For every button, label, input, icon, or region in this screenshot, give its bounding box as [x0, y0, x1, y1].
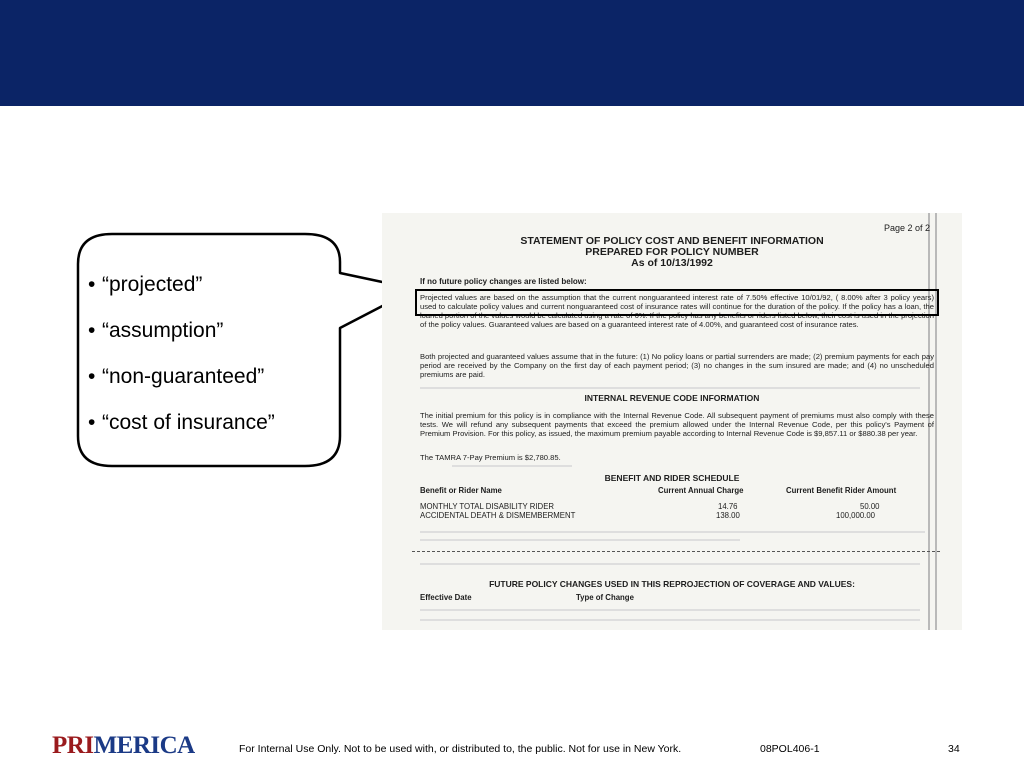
- keyword-list: [88, 268, 338, 452]
- faint-scan-line: [420, 619, 920, 621]
- logo-text-part2: MERICA: [93, 732, 195, 759]
- doc-paragraph-projection: Projected values are based on the assumption that the current nonguaranteed interest rate of 7.50% effective 10/01/92, ( 8.00% after 3 policy years) used to calculate policy values and current nonguaranteed cost of insurance rates will continue for the duration of the policy. If the policy has a loan, the loaned portion of the values would be calculated using a rate of 6%. If the policy has any benefits or riders listed below, their cost is used in the projection of the policy values. Guaranteed values are based on a guaranteed interest rate of 4.00%, and guaranteed cost of insurance rates.: [420, 293, 934, 329]
- faint-scan-line: [420, 387, 920, 389]
- faint-scan-line: [420, 563, 920, 565]
- keyword-item: • “cost of insurance”: [88, 406, 338, 452]
- scan-edge: [935, 213, 937, 630]
- faint-scan-line: [420, 609, 920, 611]
- dashed-divider: [412, 551, 940, 552]
- rider-charge: 14.76: [718, 502, 738, 511]
- future-col-type: Type of Change: [576, 593, 634, 602]
- doc-page-number: Page 2 of 2: [884, 223, 931, 233]
- doc-as-of: As of 10/13/1992: [631, 257, 713, 269]
- irc-heading: INTERNAL REVENUE CODE INFORMATION: [584, 393, 760, 403]
- rider-name: ACCIDENTAL DEATH & DISMEMBERMENT: [420, 511, 576, 520]
- doc-paragraph-assumptions: Both projected and guaranteed values assume that in the future: (1) No policy loans or partial surrenders are made; (2) premium payments for each pay period are received by the Company on the first day of each payment period; (3) no changes in the sum insured are made; and (4) no unscheduled premiums are paid.: [420, 352, 934, 379]
- doc-title: STATEMENT OF POLICY COST AND BENEFIT INFORMATION: [520, 235, 824, 247]
- schedule-col-charge: Current Annual Charge: [658, 486, 744, 495]
- rider-amount: 50.00: [860, 502, 880, 511]
- rider-charge: 138.00: [716, 511, 740, 520]
- faint-scan-line: [420, 539, 740, 541]
- future-col-date: Effective Date: [420, 593, 472, 602]
- schedule-col-amount: Current Benefit Rider Amount: [786, 486, 897, 495]
- rider-name: MONTHLY TOTAL DISABILITY RIDER: [420, 502, 555, 511]
- logo-text-part1: PRI: [52, 732, 94, 759]
- keyword-item: • “projected”: [88, 268, 338, 314]
- footer-notice: For Internal Use Only. Not to be used with, or distributed to, the public. Not for use in New York.: [239, 743, 682, 755]
- primerica-logo: [52, 732, 195, 760]
- highlight-box: [415, 289, 939, 316]
- footer-code: 08POL406-1: [760, 743, 820, 755]
- rider-amount: 100,000.00: [836, 511, 876, 520]
- scanned-policy-statement: [382, 213, 962, 630]
- irc-text: The initial premium for this policy is in compliance with the Internal Revenue Code. All subsequent payment of premiums must also comply with these tests. We will refund any subsequent payments that exceed the premium allowed under the Internal Revenue Code, per this policy's Payment of Premium Provision. For this policy, as issued, the maximum premium payable according to Internal Revenue Code is $9,857.11 or $880.38 per year.: [420, 411, 934, 438]
- faint-scan-line: [452, 465, 572, 467]
- doc-intro: If no future policy changes are listed below:: [420, 277, 587, 286]
- schedule-col-name: Benefit or Rider Name: [420, 486, 502, 495]
- tamra-text: The TAMRA 7-Pay Premium is $2,780.85.: [420, 453, 561, 462]
- faint-scan-line: [420, 531, 925, 533]
- slide-number: 34: [948, 743, 960, 755]
- doc-prepared-for: PREPARED FOR POLICY NUMBER: [585, 246, 759, 258]
- keyword-item: • “non-guaranteed”: [88, 360, 338, 406]
- keyword-item: • “assumption”: [88, 314, 338, 360]
- future-changes-heading: FUTURE POLICY CHANGES USED IN THIS REPROJECTION OF COVERAGE AND VALUES:: [489, 579, 855, 589]
- schedule-heading: BENEFIT AND RIDER SCHEDULE: [604, 473, 740, 483]
